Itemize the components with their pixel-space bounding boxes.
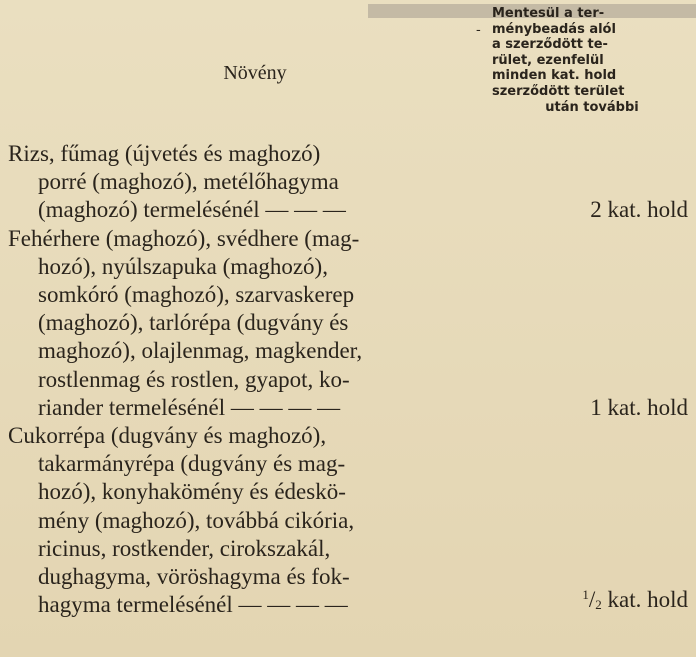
crop-line: porré (maghozó), metélőhagyma xyxy=(38,169,339,195)
crop-line: (maghozó) termelésénél — — — xyxy=(38,197,346,223)
crop-line: ricinus, rostkender, cirokszakál, xyxy=(38,535,331,561)
crop-line: maghozó), olajlenmag, magkender, xyxy=(38,338,363,364)
exemption-value: $^1/_2$ kat. hold xyxy=(582,587,688,613)
header-right-line: után további xyxy=(545,99,639,115)
header-right-line: rület, ezenfelül xyxy=(492,52,604,68)
crop-list xyxy=(8,140,498,225)
crop-table xyxy=(8,140,692,619)
crop-line: Cukorrépa (dugvány és maghozó), xyxy=(8,423,327,449)
value-unit: kat. hold xyxy=(607,587,688,613)
header-right-line: ménybeadás alól xyxy=(492,21,616,37)
crop-line: hozó), nyúlszapuka (maghozó), xyxy=(38,253,328,279)
exemption-value: 1 kat. hold xyxy=(590,394,688,420)
header-right-line: a szerződött te- xyxy=(492,37,608,53)
header-plant-column: Növény xyxy=(223,62,287,84)
crop-line: (maghozó), tarlórépa (dugvány és xyxy=(38,310,349,336)
crop-line: riander termelésénél — — — — xyxy=(38,394,341,420)
exemption-value: 2 kat. hold xyxy=(590,197,688,223)
table-row xyxy=(8,225,692,422)
crop-line: Rizs, fűmag (újvetés és maghozó) xyxy=(8,141,321,166)
crop-line: mény (maghozó), továbbá cikória, xyxy=(38,507,355,533)
crop-line: hagyma termelésénél — — — — xyxy=(38,592,348,618)
fraction-denominator: 2 xyxy=(595,597,602,613)
table-row xyxy=(8,140,692,225)
crop-list xyxy=(8,225,498,422)
header-right-line: Mentesül a ter- xyxy=(492,6,605,21)
crop-list xyxy=(8,422,498,619)
header-right-line: minden kat. hold xyxy=(492,68,617,84)
crop-line: Fehérhere (maghozó), svédhere (mag- xyxy=(8,225,360,251)
crop-line: dughagyma, vöröshagyma és fok- xyxy=(38,564,350,590)
header-dash-mark: - xyxy=(476,22,481,38)
header-right-line: szerződött terület xyxy=(492,83,625,99)
crop-line: rostlenmag és rostlen, gyapot, ko- xyxy=(38,366,350,392)
header-exemption-column xyxy=(492,6,692,115)
crop-line: takarmányrépa (dugvány és mag- xyxy=(38,451,346,477)
fraction-numerator: 1 xyxy=(582,587,589,603)
table-row xyxy=(8,422,692,619)
crop-line: somkóró (maghozó), szarvaskerep xyxy=(38,282,355,308)
crop-line: hozó), konyhakömény és édeskö- xyxy=(38,479,346,505)
